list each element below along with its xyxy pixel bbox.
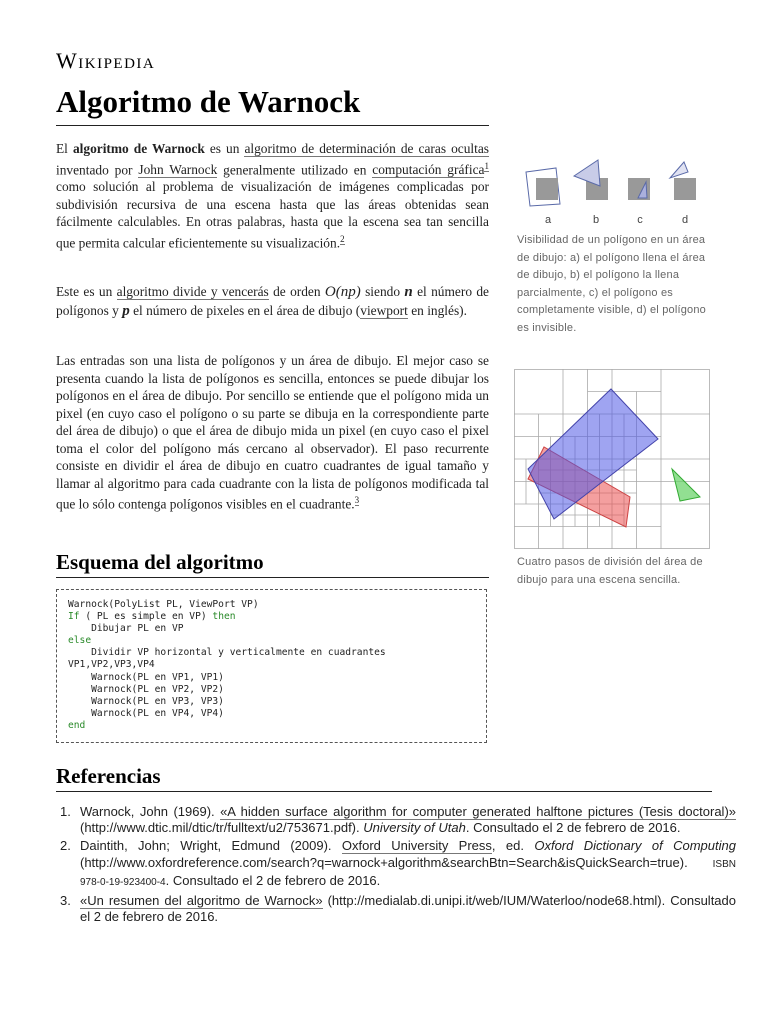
- intro-paragraph-1: El algoritmo de Warnock es un algoritmo de determinación de caras ocultas inventado por John Warnock generalmente utilizado en computación gráfica$^1$ como solución al problema de visualización de imágenes complicadas por subdivisión recursiva de una escena hasta que las áreas obtenidas sean fácilmente calculables. En otras palabras, hasta que la escena sea tan sencilla que permita calcular eficientemente su visualización.$^2$: [56, 141, 490, 251]
- subdivision-figure: [514, 369, 710, 549]
- ref2-isbn[interactable]: ISBN 978-0-19-923400-4: [80, 858, 736, 888]
- link-hidden-surface[interactable]: algoritmo de determinación de caras ocultas: [244, 141, 490, 156]
- intro-paragraph-3: Las entradas son una lista de polígonos y un área de dibujo. El mejor caso se presenta cuando la lista de polígonos es sencilla, entonces se puede dibujar los polígonos en el área de dibujo. Por sencillo se entiende que el polígono mida un pixel (en cuyo caso el polígono o su parte se dibuja en la correspondiente parte del área de dibujo) o que el área de dibujo mida un pixel (en cuyo caso el pixel toma el color del polígono más cercano al observador). El paso recurrente consiste en dividir el área de dibujo en cuatro cuadrantes de igual tamaño y llamar al algoritmo para cada cuadrante con la lista de polígonos modificada tal que lo sólo contenga polígonos visibles en el cuadrante.$^3$: [56, 353, 489, 512]
- ref1-url[interactable]: (http://www.dtic.mil/dtic/tr/fulltext/u2/753671.pdf): [80, 820, 357, 836]
- figure2-caption: Cuatro pasos de división del área de dibujo para una escena sencilla.: [517, 556, 703, 586]
- math-n: n: [404, 284, 413, 300]
- references-list: [56, 804, 736, 927]
- bold-term: algoritmo de Warnock: [72, 141, 205, 156]
- ref-sup-1[interactable]: 1: [484, 160, 489, 171]
- wikipedia-logo: Wikipedia: [56, 48, 156, 73]
- section-divider-references: [56, 791, 712, 792]
- label-a: a: [544, 214, 552, 226]
- polygon-d: [670, 162, 688, 178]
- link-divide-venceras[interactable]: algoritmo divide y vencerás: [116, 284, 269, 299]
- math-p: p: [122, 302, 130, 319]
- area-d: [674, 178, 696, 200]
- section-heading-scheme: Esquema del algoritmo: [56, 550, 264, 574]
- title-divider: [56, 125, 489, 126]
- ref2-url[interactable]: (http://www.oxfordreference.com/search?q=warnock+algorithm&searchBtn=Search&isQuickSearch=true): [80, 854, 685, 870]
- section-heading-references: Referencias: [56, 764, 161, 788]
- section-divider-scheme: [56, 577, 489, 578]
- reference-item: 3. «Un resumen del algoritmo de Warnock» (http://medialab.di.unipi.it/web/IUM/Waterloo/node68.html). Consultado el 2 de febrero de 2016.: [60, 893, 736, 925]
- ref3-link[interactable]: «Un resumen del algoritmo de Warnock»: [80, 893, 323, 909]
- ref-sup-2[interactable]: 2: [340, 233, 345, 244]
- link-viewport[interactable]: viewport: [360, 302, 408, 318]
- label-d: d: [681, 214, 689, 226]
- page-title: Algoritmo de Warnock: [56, 84, 361, 119]
- ref2-publisher-link[interactable]: Oxford University Press: [341, 838, 492, 854]
- link-computacion-grafica[interactable]: computación gráfica: [372, 161, 485, 177]
- label-c: c: [637, 214, 643, 226]
- polygon-visibility-figure: [512, 156, 712, 226]
- link-john-warnock[interactable]: John Warnock: [138, 161, 218, 177]
- pseudocode-block: Warnock(PolyList PL, ViewPort VP) If ( PL es simple en VP) then Dibujar PL en VP else Dividir VP horizontal y verticalmente en cuadrantes VP1,VP2,VP3,VP4 Warnock(PL en VP1, VP1) Warnock(PL en VP2, VP2) Warnock(PL en VP3, VP3) Warnock(PL en VP4, VP4) end: [56, 589, 487, 743]
- ref1-link[interactable]: «A hidden surface algorithm for computer generated halftone pictures (Tesis doctoral)»: [220, 804, 737, 819]
- math-order: O(np): [324, 284, 361, 300]
- ref3-url[interactable]: (http://medialab.di.unipi.it/web/IUM/Waterloo/node68.html): [322, 893, 662, 909]
- intro-paragraph-2: Este es un algoritmo divide y vencerás de orden O(np) siendo n el número de polígonos y p el número de pixeles en el área de dibujo (viewport en inglés).: [56, 284, 489, 319]
- area-a: [536, 178, 558, 200]
- label-b: b: [592, 214, 600, 226]
- ref-sup-3[interactable]: 3: [354, 495, 360, 505]
- figure1-caption: Visibilidad de un polígono en un área de dibujo: a) el polígono llena el área de dibujo, b) el polígono la llena parcialmente, c) el polígono es completamente visible, d) el polígono es invisible.: [517, 234, 707, 334]
- reference-item: 1. Warnock, John (1969). «A hidden surface algorithm for computer generated halftone pictures (Tesis doctoral)» (http://www.dtic.mil/dtic/tr/fulltext/u2/753671.pdf). University of Utah. Consultado el 2 de febrero de 2016.: [60, 804, 737, 836]
- reference-item: 2. Daintith, John; Wright, Edmund (2009). Oxford University Press, ed. Oxford Dictionary of Computing (http://www.oxfordreference.com/search?q=warnock+algorithm&searchBtn=Search&isQuickSearch=true). ISBN 978-0-19-923400-4. Consultado el 2 de febrero de 2016.: [60, 838, 736, 888]
